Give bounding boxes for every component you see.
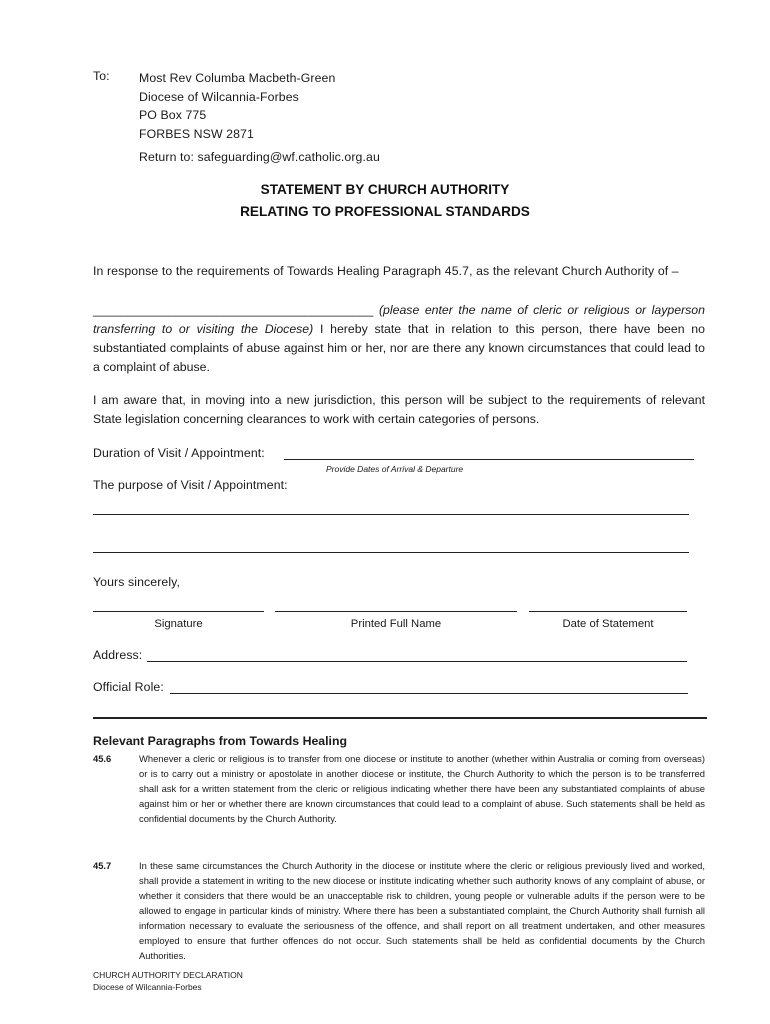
duration-label: Duration of Visit / Appointment: [93,446,265,460]
footer [93,969,243,993]
document-title-line1: STATEMENT BY CHURCH AUTHORITY [260,182,510,197]
footer-title: CHURCH AUTHORITY DECLARATION [93,970,243,980]
paragraph-text: Whenever a cleric or religious is to transfer from one diocese or institute to another (whether within Australia or coming from overseas) or is to carry out a ministry or apostolate in another diocese or institute, the Church Authority to which the person is to be transferred shall ask for a written statement from the cleric or religious indicating whether there have been any substantiated complaints of abuse against him or her or whether there are known circumstances that could lead to a complaint of abuse. Such statements shall be held as confidential documents by the Church Authority. [139,753,705,824]
recipient-address [139,69,335,143]
date-field[interactable] [529,611,687,612]
signature-label: Signature [154,618,203,630]
purpose-field-line-2[interactable] [93,552,689,553]
return-to-email: Return to: safeguarding@wf.catholic.org.au [139,150,380,164]
date-label: Date of Statement [562,618,654,630]
address-line: Most Rev Columba Macbeth-Green [139,71,336,85]
address-line: PO Box 775 [139,108,207,122]
role-label: Official Role: [93,680,164,694]
purpose-field-line-1[interactable] [93,514,689,515]
to-label: To: [93,69,110,83]
section-divider [93,717,707,719]
address-field[interactable] [147,661,687,662]
address-line: Diocese of Wilcannia-Forbes [139,89,299,104]
printed-name-field[interactable] [275,611,517,612]
cleric-statement-paragraph [93,301,705,377]
address-label: Address: [93,648,143,662]
statement-text: I hereby state that in relation to this person, there have been no substantiated complaints of abuse against him or her, nor are there any known circumstances that could lead to a complaint of abuse. [93,322,705,374]
closing-text: Yours sincerely, [93,575,181,589]
duration-hint: Provide Dates of Arrival & Departure [326,464,464,474]
paragraph-text: In these same circumstances the Church Authority in the diocese or institute where the cleric or religious previously lived and worked, shall provide a statement in writing to the new diocese or institute indicating whether such authority knows of any complaint of abuse, or whether it considers that there would be an unacceptable risk to children, young people or vulnerable adults if the person were to be allowed to engage in particular kinds of ministry. Where there has been a substantiated complaint, the Church Authority shall furnish all information necessary to evaluate the seriousness of the offence, and shall report on all treatment undertaken, and other measures employed to ensure that further offences do not occur. Such statements shall be held as confidential documents by the Church Authorities. [139,860,705,961]
cleric-name-blank[interactable]: _________________________________________ [93,303,374,317]
paragraph-number: 45.6 [93,753,112,764]
intro-paragraph: In response to the requirements of Towards Healing Paragraph 45.7, as the relevant Church Authority of – [93,264,679,278]
address-line: FORBES NSW 2871 [139,126,254,141]
printed-name-label: Printed Full Name [350,618,442,630]
purpose-label: The purpose of Visit / Appointment: [93,478,288,492]
role-field[interactable] [170,693,688,694]
awareness-paragraph: I am aware that, in moving into a new jurisdiction, this person will be subject to the requirements of relevant State legislation concerning clearances to work with certain categories of persons. [93,393,705,426]
paragraph-number: 45.7 [93,860,112,871]
relevant-heading: Relevant Paragraphs from Towards Healing [93,734,347,748]
duration-field[interactable] [284,459,694,460]
signature-field[interactable] [93,611,264,612]
footer-diocese: Diocese of Wilcannia-Forbes [93,982,202,992]
cleric-name-hint: (please enter the name of cleric or religious or layperson transferring to or visiting the Diocese) [93,303,705,336]
document-title-line2: RELATING TO PROFESSIONAL STANDARDS [240,204,530,219]
